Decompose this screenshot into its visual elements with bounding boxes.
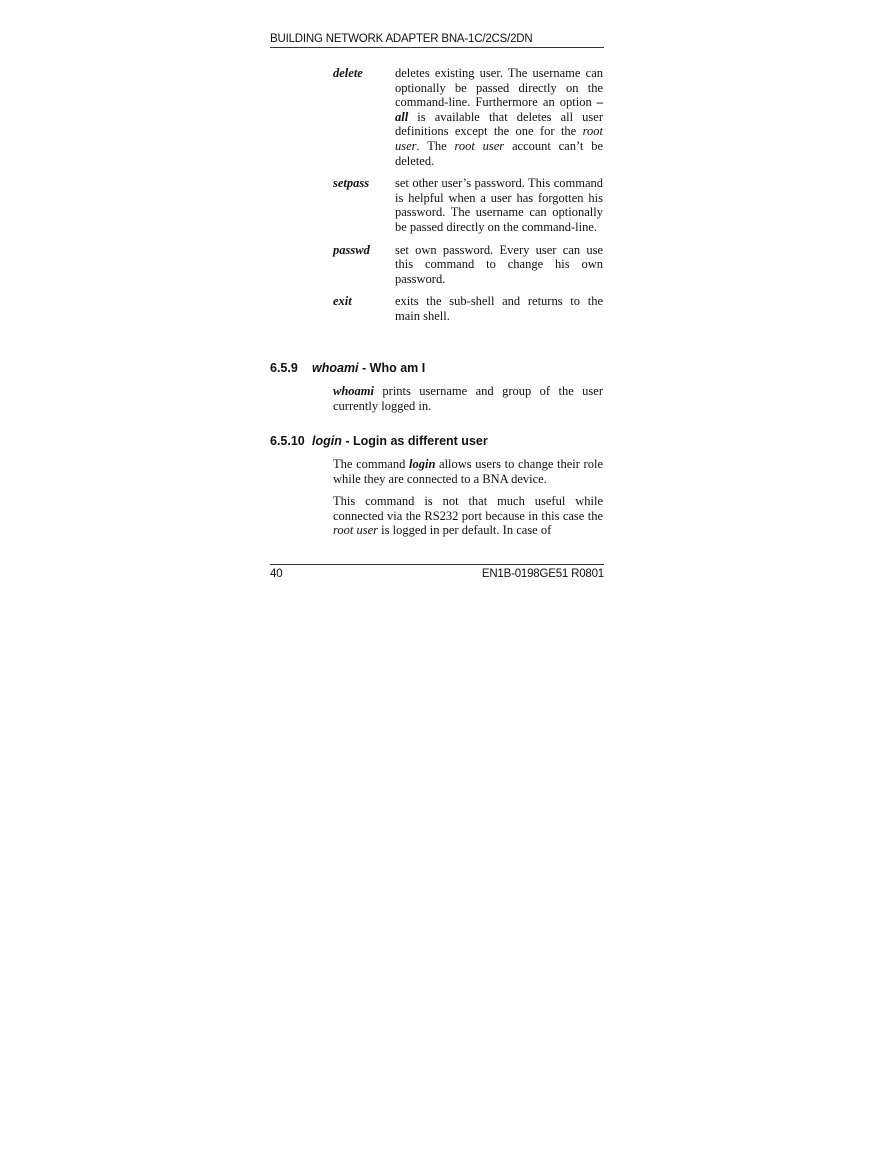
section-separator: - (341, 434, 353, 448)
definition-term: exit (333, 294, 352, 309)
login-paragraph-1 (333, 457, 603, 486)
text-span: The command (333, 457, 409, 471)
root-user-term: root user (395, 124, 603, 153)
section-title: Who am I (369, 361, 426, 375)
whoami-paragraph (333, 384, 603, 413)
text-span: . The (416, 138, 455, 153)
root-user-term: root user (333, 523, 379, 538)
command-definition-list (333, 66, 603, 332)
definition-term: delete (333, 66, 363, 80)
section-number: 6.5.9 (270, 361, 298, 375)
running-header: BUILDING NETWORK ADAPTER BNA-1C/2CS/2DN (270, 33, 604, 48)
definition-description: set own password. Every user can use this command to change his own password. (395, 242, 603, 286)
definition-delete (333, 66, 603, 168)
definition-exit (333, 294, 603, 323)
root-user-term: root user (454, 138, 505, 153)
text-span: prints username and group of the user currently logged in. (333, 384, 603, 413)
document-code: EN1B-0198GE51 R0801 (481, 568, 604, 580)
section-command: whoami (312, 361, 359, 375)
text-span: is available that deletes all user definitions except the one for the (395, 109, 603, 139)
definition-description: set other user’s password. This command is helpful when a user has forgotten his password. The username can optionally be passed directly on the command-line. (395, 176, 603, 234)
running-footer (270, 564, 604, 580)
section-command: login (312, 434, 342, 448)
section-title: Login as different user (352, 434, 488, 448)
section-heading-whoami (270, 361, 610, 376)
definition-description: exits the sub-shell and returns to the main shell. (395, 294, 603, 323)
option-all: –all (395, 95, 603, 124)
section-separator: - (358, 361, 370, 375)
page-number: 40 (270, 568, 283, 580)
text-span: deletes existing user. The username can optionally be passed directly on the command-line. Furthermore an option (395, 66, 603, 110)
text-span: allows users to change their role while they are connected to a BNA device. (333, 457, 603, 486)
definition-term: setpass (333, 176, 370, 191)
login-paragraph-2 (333, 494, 603, 538)
section-number: 6.5.10 (270, 434, 305, 448)
text-span: is logged in per default. In case of (378, 523, 552, 538)
text-span: This command is not that much useful while connected via the RS232 port because in this case the (333, 494, 603, 523)
command-name: login (409, 457, 436, 471)
definition-setpass (333, 176, 603, 234)
section-heading-login (270, 434, 610, 449)
text-span: account can’t be deleted. (395, 138, 603, 168)
command-name: whoami (333, 384, 374, 398)
definition-term: passwd (333, 242, 370, 257)
definition-passwd (333, 243, 603, 287)
definition-description (395, 66, 603, 168)
